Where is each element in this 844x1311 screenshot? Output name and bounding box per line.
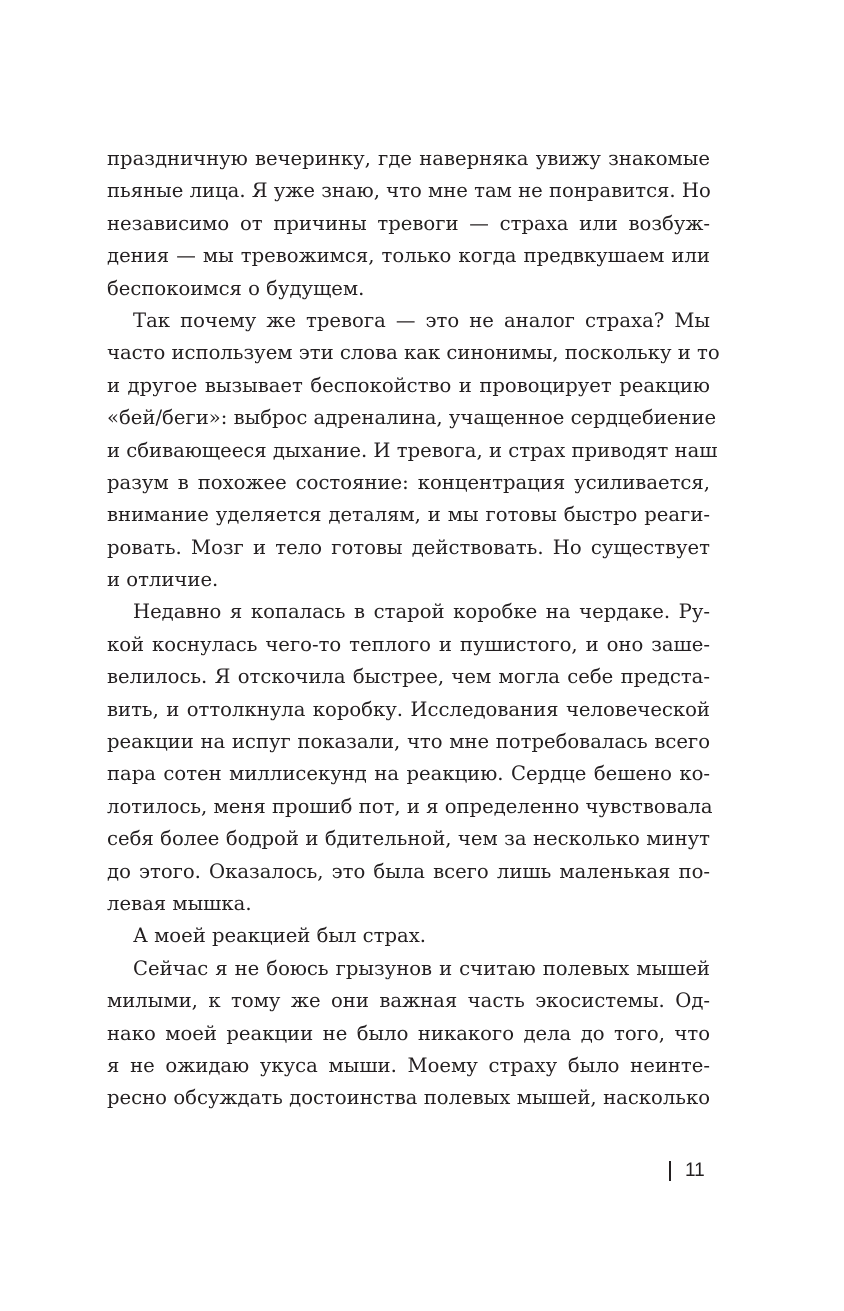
text-line: лотилось, меня прошиб пот, и я определенно чувствовала [107,794,713,818]
text-line: и сбивающееся дыхание. И тревога, и страх приводят наш [107,438,718,462]
text-line: пьяные лица. Я уже знаю, что мне там не понравится. Но [107,179,711,203]
text-line: до этого. Оказалось, это была всего лишь маленькая по- [107,859,710,883]
text-line: разум в похожее состояние: концентрация усиливается, [107,470,710,494]
text-line: Недавно я копалась в старой коробке на чердаке. Ру- [133,600,710,624]
text-line: беспокоимся о будущем. [107,276,365,300]
text-line: велилось. Я отскочила быстрее, чем могла себе предста- [107,665,710,689]
text-line: и другое вызывает беспокойство и провоцирует реакцию [107,373,710,397]
text-line: Сейчас я не боюсь грызунов и считаю полевых мышей [133,956,710,980]
body-text [107,143,720,1115]
text-line: нако моей реакции не было никакого дела до того, что [107,1021,710,1045]
text-line: реакции на испуг показали, что мне потребовалась всего [107,730,710,754]
text-line: себя более бодрой и бдительной, чем за несколько минут [107,827,710,851]
text-line: внимание уделяется деталям, и мы готовы быстро реаги- [107,503,710,527]
text-line: А моей реакцией был страх. [133,924,426,948]
text-line: вить, и оттолкнула коробку. Исследования человеческой [107,697,710,721]
page-footer [669,1158,705,1184]
text-line: кой коснулась чего-то теплого и пушистого, и оно заше- [107,632,710,656]
text-line: независимо от причины тревоги — страха или возбуж- [107,211,710,235]
text-line: пара сотен миллисекунд на реакцию. Сердце бешено ко- [107,762,710,786]
text-line: «бей/беги»: выброс адреналина, учащенное сердцебиение [107,406,717,430]
text-line: ресно обсуждать достоинства полевых мышей, насколько [107,1086,710,1110]
text-line: Так почему же тревога — это не аналог страха? Мы [133,308,710,332]
page-number: 11 [685,1160,705,1181]
text-line: я не ожидаю укуса мыши. Моему страху было неинте- [107,1053,710,1077]
folio-divider [669,1161,671,1181]
text-line: милыми, к тому же они важная часть экосистемы. Од- [107,989,710,1013]
text-line: праздничную вечеринку, где наверняка увижу знакомые [107,147,710,170]
text-line: и отличие. [107,568,219,592]
text-line: ровать. Мозг и тело готовы действовать. Но существует [107,535,710,559]
text-line: левая мышка. [107,891,252,915]
text-line: часто используем эти слова как синонимы, поскольку и то [107,341,720,365]
text-line: дения — мы тревожимся, только когда предвкушаем или [107,244,710,268]
